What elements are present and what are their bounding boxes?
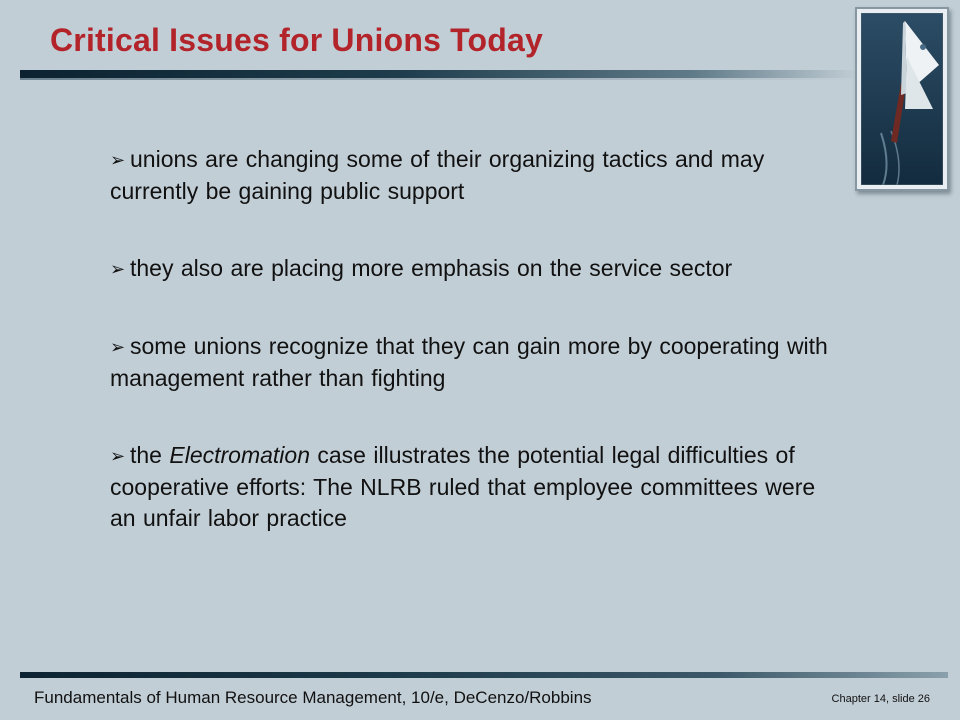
footer-book-title: Fundamentals of Human Resource Management, 10/e, DeCenzo/Robbins [34, 688, 592, 707]
footer-slide-number: Chapter 14, slide 26 [831, 693, 930, 705]
sailboat-photo-icon [861, 13, 943, 185]
arrow-bullet-icon: ➢ [110, 150, 126, 170]
arrow-bullet-icon: ➢ [110, 337, 126, 357]
arrow-bullet-icon: ➢ [110, 446, 126, 466]
bullet-item [110, 331, 830, 394]
case-name: Electromation [169, 442, 310, 468]
title-rule [20, 70, 860, 78]
bullet-text-pre: the [130, 442, 170, 468]
footer-rule [20, 672, 948, 678]
bullet-text-post: case illustrates the potential legal difficulties of cooperative efforts: The NLRB ruled that employee committees were an unfair labor practice [110, 442, 816, 531]
bullet-item [110, 253, 830, 285]
bullet-list [110, 144, 830, 580]
bullet-text: they also are placing more emphasis on the service sector [130, 255, 733, 281]
title-rule-shadow [20, 78, 860, 80]
sailboat-photo-frame [855, 7, 949, 191]
arrow-bullet-icon: ➢ [110, 259, 126, 279]
bullet-text: unions are changing some of their organizing tactics and may currently be gaining public support [110, 146, 765, 204]
bullet-text: some unions recognize that they can gain more by cooperating with management rather than fighting [110, 333, 828, 391]
bullet-item [110, 440, 830, 534]
bullet-item [110, 144, 830, 207]
slide-title: Critical Issues for Unions Today [50, 22, 544, 58]
